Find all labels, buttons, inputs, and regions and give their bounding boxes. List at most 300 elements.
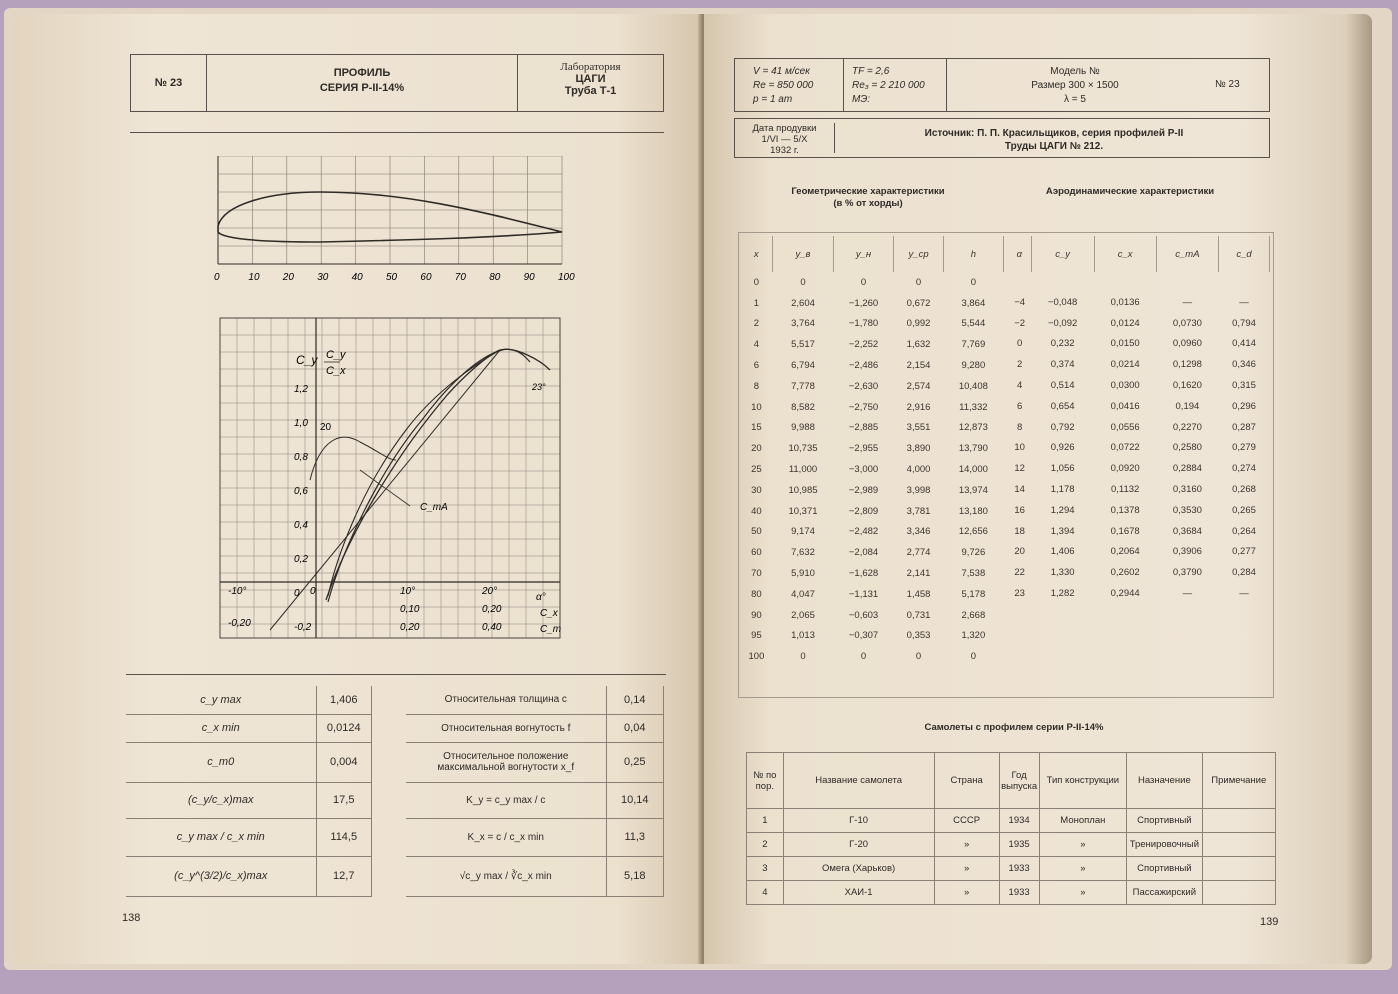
aero-row [1008, 500, 1270, 521]
geometry-row [406, 818, 664, 856]
geo-cell: −0,603 [848, 609, 879, 621]
geo-row [740, 397, 1004, 418]
geometry-ratio-table [406, 686, 664, 897]
aircraft-column-header: Примечание [1202, 753, 1275, 809]
aero-cell: 0,287 [1232, 421, 1256, 433]
geo-column-header: y_в [773, 236, 833, 272]
geo-cell: 10,985 [788, 484, 818, 496]
profile-tick-label: 30 [317, 272, 329, 283]
aero-cell: 1,282 [1050, 588, 1075, 600]
velocity: V = 41 м/сек [753, 66, 810, 77]
geo-cell: 1 [753, 297, 760, 309]
reynolds: Re = 850 000 [753, 80, 814, 91]
geo-cell: 0 [970, 651, 976, 663]
geo-column-header: y_ср [894, 236, 943, 272]
aero-cell: 0,3790 [1172, 567, 1202, 579]
geo-cell: 30 [751, 484, 762, 496]
source-line-2: Труды ЦАГИ № 212. [1004, 141, 1104, 152]
lab-label: Лаборатория [560, 61, 621, 73]
cy-tick-label: 1,0 [294, 418, 308, 429]
left-header [130, 54, 664, 112]
cy-tick-label: -0,2 [294, 622, 312, 633]
geo-cell: 10,408 [958, 380, 988, 392]
coeff-table [126, 686, 372, 897]
aero-cell: 18 [1014, 525, 1025, 537]
geo-row [740, 376, 1004, 397]
aircraft-row [747, 833, 1276, 857]
geo-cell: −1,780 [848, 318, 879, 330]
aero-cell: −2 [1014, 317, 1026, 329]
aircraft-cell: » [1039, 881, 1127, 905]
aero-cell: 0,3684 [1172, 525, 1202, 537]
aero-cell: 0,0214 [1110, 359, 1140, 371]
aero-cell: 0,232 [1050, 338, 1075, 350]
geo-cell: 3,551 [906, 422, 931, 434]
aircraft-cell: Тренировочный [1127, 833, 1202, 857]
model-label: Модель № [1050, 66, 1100, 77]
aero-cell: 0,0730 [1172, 317, 1202, 329]
geo-cell: −2,630 [848, 380, 879, 392]
lab-name: ЦАГИ [575, 73, 606, 85]
aero-cell: 0,1678 [1110, 525, 1140, 537]
profile-tick-label: 100 [558, 272, 575, 283]
geo-cell: −2,989 [848, 484, 879, 496]
geo-cell: 2,154 [906, 360, 931, 372]
geo-subtitle: (в % от хорды) [833, 198, 903, 209]
date-label: Дата продувки [752, 123, 817, 134]
coeff-row [126, 818, 372, 856]
geo-cell: 2,141 [906, 568, 931, 580]
geo-row [740, 626, 1004, 647]
geo-cell: 0,992 [906, 318, 931, 330]
profile-title: ПРОФИЛЬ [333, 67, 391, 79]
aero-cell: 0,346 [1232, 359, 1256, 371]
profile-number: № 23 [154, 77, 183, 89]
aero-cell: 0,1620 [1172, 380, 1202, 392]
profile-tick-label: 70 [454, 272, 466, 283]
aircraft-cell [1202, 857, 1275, 881]
cma-label: C_mA [420, 502, 448, 513]
aero-cell: 0,374 [1050, 359, 1075, 371]
geometry-table [740, 236, 1004, 667]
geo-cell: 2,668 [961, 609, 986, 621]
geometry-param: Относительная толщина c [406, 686, 606, 714]
source-box [734, 118, 1270, 158]
geo-row [740, 480, 1004, 501]
aircraft-column-header: Название самолета [783, 753, 934, 809]
coeff-row [126, 686, 372, 714]
geo-cell: 7,769 [961, 339, 986, 351]
alpha-tick-label: -10° [228, 586, 247, 597]
aero-cell: 0,279 [1232, 442, 1256, 454]
aero-cell: 0,792 [1050, 421, 1075, 433]
aero-cell: 0,315 [1232, 380, 1256, 392]
date-value: 1/VI — 5/X [761, 134, 808, 145]
geo-cell: 0,353 [906, 630, 931, 642]
aero-cell: 0,514 [1050, 380, 1075, 392]
geo-cell: 1,320 [961, 630, 986, 642]
profile-tick-label: 20 [282, 272, 294, 283]
aero-column-header: c_y [1031, 236, 1094, 272]
tunnel-name: Труба Т-1 [564, 85, 617, 97]
aero-cell: 0,0150 [1110, 338, 1140, 350]
aircraft-cell: Г-10 [783, 809, 934, 833]
geo-cell: 0,731 [906, 609, 931, 621]
geo-cell: 13,974 [958, 484, 988, 496]
geo-cell: 10,371 [788, 505, 818, 517]
aircraft-cell: » [934, 857, 999, 881]
geo-cell: 13,790 [958, 443, 988, 455]
aero-cell: 0,654 [1050, 400, 1075, 412]
aspect-ratio: λ = 5 [1064, 94, 1086, 105]
aero-cell: 12 [1014, 463, 1025, 475]
aero-cell: 0,268 [1232, 484, 1256, 496]
aircraft-row [747, 857, 1276, 881]
aircraft-cell: 4 [747, 881, 784, 905]
aero-cell: 1,056 [1050, 463, 1075, 475]
aero-cell: 16 [1014, 504, 1025, 516]
geo-cell: 0 [915, 651, 922, 663]
aircraft-table [746, 752, 1276, 905]
aero-cell: 0,926 [1050, 442, 1075, 454]
aero-cell: 1,178 [1050, 484, 1075, 496]
profile-tick-label: 10 [248, 272, 260, 283]
geo-cell: 0 [860, 276, 867, 288]
geo-row [740, 418, 1004, 439]
cx-tick-label: 0,20 [482, 604, 502, 615]
geo-cell: 3,346 [906, 526, 931, 538]
geo-cell: 8,582 [791, 401, 815, 413]
geo-column-header: h [943, 236, 1003, 272]
geo-cell: 1,458 [906, 588, 931, 600]
geo-row [740, 334, 1004, 355]
geo-cell: −2,955 [848, 443, 879, 455]
aero-cell: 0,0416 [1110, 400, 1140, 412]
coeff-symbol: (c_y/c_x)max [126, 782, 316, 818]
geo-cell: −2,885 [848, 422, 879, 434]
aircraft-cell: 3 [747, 857, 784, 881]
alpha-tick-label: 0 [310, 586, 316, 597]
aero-row [1008, 438, 1270, 459]
geo-cell: 12,873 [958, 422, 988, 434]
aero-cell: 0,1378 [1110, 504, 1140, 516]
aero-row [1008, 479, 1270, 500]
aero-cell: 0,794 [1232, 317, 1256, 329]
aero-cell: — [1182, 296, 1193, 308]
profile-grid [218, 156, 562, 264]
geo-cell: 100 [748, 651, 765, 663]
geo-cell: −1,260 [848, 297, 879, 309]
pressure: p = 1 ат [753, 94, 793, 105]
geo-cell: 50 [751, 526, 762, 538]
aero-row [1008, 292, 1270, 313]
aero-cell: — [1239, 588, 1249, 600]
geo-cell: 2 [753, 318, 760, 330]
aero-cell: 0,2944 [1110, 588, 1140, 600]
profile-series: СЕРИЯ Р-II-14% [319, 82, 405, 94]
aero-cell: 0,0722 [1110, 442, 1140, 454]
geo-cell: 0 [860, 651, 867, 663]
aero-cell: 20 [1014, 546, 1025, 558]
geo-cell: −2,482 [848, 526, 879, 538]
geo-cell: 5,178 [961, 588, 986, 600]
geo-cell: 2,916 [906, 401, 931, 413]
aero-row [1008, 583, 1270, 604]
aero-row [1008, 458, 1270, 479]
geometry-row [406, 714, 664, 742]
geometry-param: Относительное положение максимальной вогнутости x_f [406, 742, 606, 782]
geo-cell: −2,486 [848, 360, 879, 372]
aero-cell: — [1239, 296, 1249, 308]
aero-cell: 0,2884 [1172, 463, 1202, 475]
aircraft-cell: 1934 [999, 809, 1039, 833]
aero-cell: 0,274 [1232, 463, 1256, 475]
geo-cell: 6,794 [791, 360, 815, 372]
geo-cell: 7,632 [791, 547, 815, 559]
geometry-param: √c_y max / ∛c_x min [406, 856, 606, 896]
aero-cell: 0,0556 [1110, 421, 1140, 433]
neg-cx-tick-label: -0,20 [228, 618, 251, 629]
aero-column-header: α [1008, 236, 1031, 272]
aircraft-cell: Г-20 [783, 833, 934, 857]
aircraft-cell [1202, 881, 1275, 905]
aero-cell: 0,2064 [1110, 546, 1140, 558]
divider [130, 132, 664, 133]
aero-cell: 0,0136 [1110, 296, 1140, 308]
geo-cell: −2,809 [848, 505, 879, 517]
aero-cell: 14 [1014, 484, 1025, 496]
aero-column-header: c_d [1219, 236, 1270, 272]
geo-title: Геометрические характеристики [791, 186, 945, 197]
profile-tick-label: 90 [523, 272, 535, 283]
aircraft-cell: 1935 [999, 833, 1039, 857]
cycx-den: C_x [326, 365, 346, 377]
geo-row [740, 272, 1004, 293]
aero-row [1008, 417, 1270, 438]
geo-cell: 8 [753, 380, 760, 392]
geo-cell: 0 [800, 276, 806, 288]
geo-cell: 11,000 [788, 464, 818, 476]
geometry-param: Относительная вогнутость f [406, 714, 606, 742]
geo-cell: 15 [751, 422, 762, 434]
cx-axis-label: C_x [540, 608, 558, 619]
planes-title: Самолеты с профилем серии Р-II-14% [924, 722, 1104, 733]
geo-cell: −0,307 [848, 630, 879, 642]
aero-cell: 0,0124 [1110, 317, 1140, 329]
aero-row [1008, 354, 1270, 375]
aero-row [1008, 521, 1270, 542]
geo-cell: 90 [751, 609, 762, 621]
aircraft-cell: ХАИ-1 [783, 881, 934, 905]
geo-cell: 9,726 [961, 547, 986, 559]
cm-tick-label: 0,20 [400, 622, 420, 633]
geo-cell: 3,781 [906, 505, 931, 517]
source-line-1: Источник: П. П. Красильщиков, серия профилей Р-II [924, 128, 1184, 139]
geo-cell: −1,628 [848, 568, 879, 580]
geo-row [740, 293, 1004, 314]
geo-row [740, 501, 1004, 522]
profile-tick-label: 50 [386, 272, 398, 283]
aircraft-cell: СССР [934, 809, 999, 833]
aircraft-column-header: Назначение [1127, 753, 1202, 809]
aircraft-cell: 2 [747, 833, 784, 857]
cy-tick-label: 0 [294, 588, 300, 599]
geo-cell: 5,910 [791, 568, 815, 580]
aero-cell: 0,0300 [1110, 380, 1140, 392]
aircraft-column-header: Год выпуска [999, 753, 1039, 809]
coeff-symbol: c_y max / c_x min [126, 818, 316, 856]
coeff-row [126, 742, 372, 782]
profile-tick-label: 40 [351, 272, 363, 283]
aero-row [1008, 396, 1270, 417]
geo-row [740, 459, 1004, 480]
aero-cell: 0,414 [1232, 338, 1256, 350]
geometry-value: 0,14 [606, 686, 664, 714]
right-number: № 23 [1215, 79, 1240, 90]
test-conditions-box [734, 58, 1270, 112]
geo-column-header: x [740, 236, 773, 272]
geo-cell: 4 [753, 339, 760, 351]
aero-cell: 0,2602 [1110, 567, 1140, 579]
geo-cell: 20 [751, 443, 762, 455]
geo-cell: 0,672 [906, 297, 931, 309]
geo-cell: 70 [751, 568, 762, 580]
turbulence-factor: TF = 2,6 [852, 66, 890, 77]
geo-cell: 1,632 [906, 339, 931, 351]
polar-curve [328, 349, 530, 602]
aero-table [1008, 236, 1270, 604]
aircraft-cell [1202, 833, 1275, 857]
aero-cell: 0,1298 [1172, 359, 1202, 371]
airfoil-profile-chart [210, 156, 590, 296]
aircraft-cell: » [934, 881, 999, 905]
aero-cell: 23 [1014, 588, 1025, 600]
open-book [4, 8, 1392, 970]
geo-cell: 95 [751, 630, 762, 642]
coeff-row [126, 714, 372, 742]
aero-cell: 0,194 [1175, 400, 1200, 412]
aero-cell: 0,0920 [1110, 463, 1140, 475]
coeff-value: 0,0124 [316, 714, 372, 742]
aero-column-header: c_x [1094, 236, 1156, 272]
geometry-value: 0,25 [606, 742, 664, 782]
geo-cell: 25 [751, 464, 762, 476]
geo-column-header: y_н [833, 236, 894, 272]
geometry-value: 5,18 [606, 856, 664, 896]
geo-cell: 3,998 [906, 484, 931, 496]
aero-cell: 0,264 [1232, 525, 1256, 537]
aircraft-cell: Омега (Харьков) [783, 857, 934, 881]
geometry-value: 10,14 [606, 782, 664, 818]
geo-cell: 1,013 [791, 630, 815, 642]
cma-curve [328, 350, 500, 596]
ratio-20-label: 20 [320, 422, 332, 433]
geo-row [740, 646, 1004, 667]
coeff-row [126, 782, 372, 818]
aircraft-cell: Спортивный [1127, 809, 1202, 833]
aircraft-cell: 1933 [999, 881, 1039, 905]
aero-cell: 0,2580 [1172, 442, 1202, 454]
aero-row [1008, 562, 1270, 583]
divider-2 [126, 674, 666, 675]
aero-cell: 0,2270 [1172, 421, 1202, 433]
aero-cell: 0,0960 [1172, 338, 1202, 350]
geo-row [740, 605, 1004, 626]
coeff-value: 17,5 [316, 782, 372, 818]
aero-row [1008, 542, 1270, 563]
aero-cell: 0,3530 [1172, 504, 1202, 516]
aero-row [1008, 313, 1270, 334]
aircraft-cell [1202, 809, 1275, 833]
geo-cell: −2,750 [848, 401, 879, 413]
geo-cell: 7,538 [961, 568, 986, 580]
aero-cell: 1,406 [1050, 546, 1075, 558]
aircraft-row [747, 809, 1276, 833]
page-number-left: 138 [122, 912, 141, 924]
geo-cell: 60 [751, 547, 762, 559]
geo-cell: 0 [970, 276, 976, 288]
geo-cell: 4,000 [906, 464, 931, 476]
aircraft-cell: » [1039, 857, 1127, 881]
aircraft-column-header: № по пор. [747, 753, 784, 809]
geo-cell: 0 [915, 276, 922, 288]
aero-cell: 0,265 [1232, 504, 1256, 516]
angle-top-label: 23° [532, 382, 546, 392]
cm-tick-label: 0,40 [482, 622, 502, 633]
profile-tick-label: 60 [420, 272, 432, 283]
aero-row [1008, 334, 1270, 355]
geo-cell: 80 [751, 588, 762, 600]
alpha-tick-label: 10° [400, 586, 416, 597]
geometry-row [406, 856, 664, 896]
geo-cell: −2,084 [848, 547, 879, 559]
mz: МЭ: [852, 94, 871, 105]
aero-row [1008, 375, 1270, 396]
geo-cell: 40 [751, 505, 762, 517]
date-year: 1932 г. [770, 145, 799, 156]
aero-cell: 10 [1014, 442, 1025, 454]
aero-cell: 0,277 [1232, 546, 1256, 558]
geo-cell: 2,604 [791, 297, 815, 309]
aero-cell: 0,1132 [1110, 484, 1140, 496]
geo-cell: 3,764 [791, 318, 815, 330]
right-page [704, 14, 1372, 964]
coeff-row [126, 856, 372, 896]
aero-cell: 0,284 [1232, 567, 1256, 579]
aircraft-cell: Пассажирский [1127, 881, 1202, 905]
coeff-value: 0,004 [316, 742, 372, 782]
geo-row [740, 355, 1004, 376]
aero-cell: 0,296 [1232, 400, 1256, 412]
aero-cell: 8 [1016, 421, 1023, 433]
aero-cell: — [1182, 588, 1193, 600]
geo-cell: 5,544 [961, 318, 986, 330]
geo-row [740, 314, 1004, 335]
aircraft-column-header: Страна [934, 753, 999, 809]
cy-tick-label: 0,2 [294, 554, 308, 565]
coeff-value: 1,406 [316, 686, 372, 714]
geometry-param: K_y = c_y max / c [406, 782, 606, 818]
geo-cell: 3,864 [961, 297, 986, 309]
geo-cell: 7,778 [791, 380, 815, 392]
aero-cell: −4 [1014, 296, 1026, 308]
cm-axis-label: C_m [540, 624, 562, 635]
geometry-row [406, 742, 664, 782]
cy-tick-label: 0,4 [294, 520, 308, 531]
geo-cell: 3,890 [906, 443, 931, 455]
profile-tick-label: 80 [489, 272, 501, 283]
geo-cell: 9,988 [791, 422, 815, 434]
